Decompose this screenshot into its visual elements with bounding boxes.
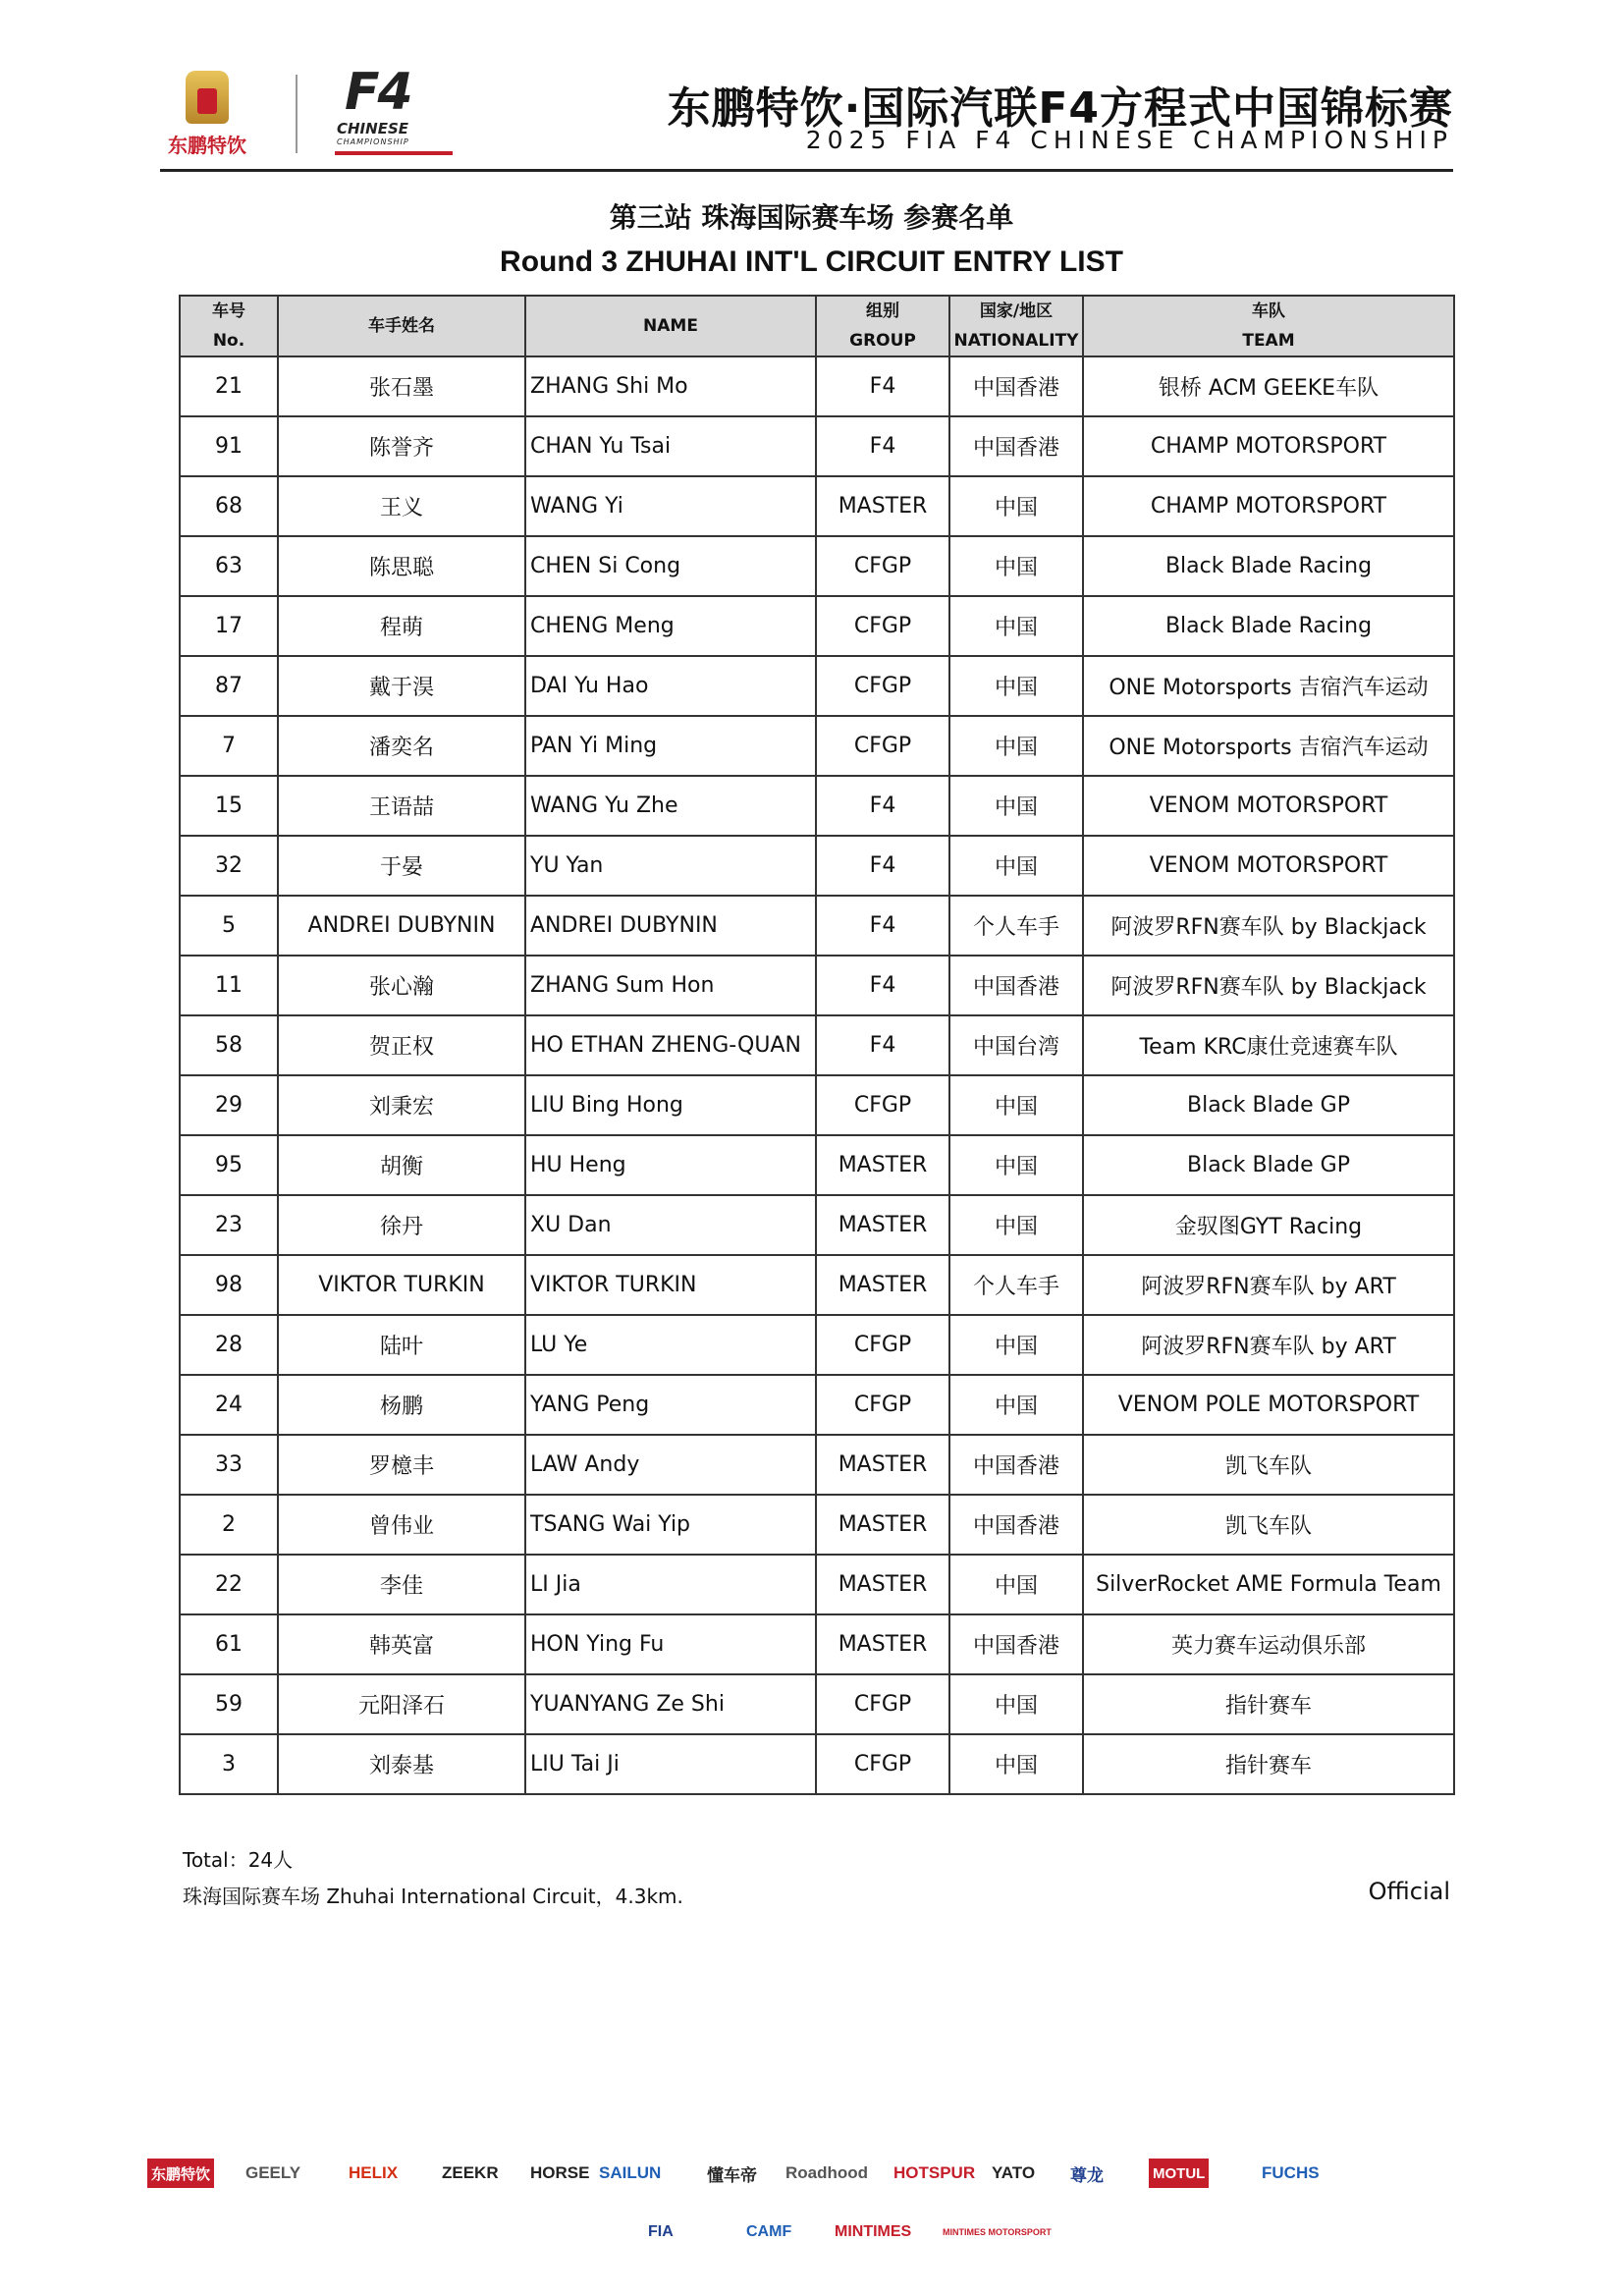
table-row (180, 1734, 1454, 1794)
table-row (180, 356, 1454, 416)
dongpeng-logo-text: 东鹏特饮 (168, 134, 246, 157)
driver-name-cell: LIU Tai Ji (525, 1734, 816, 1794)
driver-name-zh-cell: 张石墨 (278, 356, 525, 416)
sponsor-logo: YATO (992, 2163, 1036, 2182)
f4-chinese-championship-logo (327, 63, 464, 161)
nationality-cell: 中国 (949, 476, 1083, 536)
driver-name-zh-cell: 戴于淏 (278, 656, 525, 716)
car-number-cell: 91 (180, 416, 278, 476)
nationality-cell: 中国 (949, 836, 1083, 896)
table-row (180, 1674, 1454, 1734)
driver-name-zh-cell: 杨鹏 (278, 1375, 525, 1435)
group-cell: CFGP (816, 1734, 949, 1794)
nationality-cell: 中国 (949, 1555, 1083, 1614)
header-group: 组别 GROUP (816, 296, 949, 356)
entry-list-title-en: Round 3 ZHUHAI INT'L CIRCUIT ENTRY LIST (500, 246, 1123, 278)
nationality-cell: 中国 (949, 1075, 1083, 1135)
sponsor-logo: MOTUL (1149, 2159, 1209, 2188)
car-number-cell: 11 (180, 956, 278, 1015)
driver-name-zh-cell: 徐丹 (278, 1195, 525, 1255)
group-cell: MASTER (816, 1495, 949, 1555)
group-cell: F4 (816, 776, 949, 836)
driver-name-zh-cell: 陈思聪 (278, 536, 525, 596)
team-cell: VENOM MOTORSPORT (1083, 836, 1454, 896)
dongpeng-cup-icon (186, 71, 229, 124)
driver-name-cell: ANDREI DUBYNIN (525, 896, 816, 956)
car-number-cell: 3 (180, 1734, 278, 1794)
table-row (180, 1495, 1454, 1555)
header-nationality: 国家/地区 NATIONALITY (949, 296, 1083, 356)
driver-name-cell: LU Ye (525, 1315, 816, 1375)
sponsor-logo: CAMF (746, 2223, 792, 2240)
table-row (180, 416, 1454, 476)
driver-name-cell: CHENG Meng (525, 596, 816, 656)
table-row (180, 1195, 1454, 1255)
sponsor-logo: MINTIMES (835, 2223, 912, 2240)
total-count: Total：24人 (183, 1848, 294, 1872)
table-row (180, 1135, 1454, 1195)
group-cell: CFGP (816, 1375, 949, 1435)
table-row (180, 716, 1454, 776)
table-row (180, 1075, 1454, 1135)
car-number-cell: 29 (180, 1075, 278, 1135)
nationality-cell: 中国 (949, 776, 1083, 836)
header-name-zh: 车手姓名 (278, 296, 525, 356)
team-cell: Black Blade GP (1083, 1075, 1454, 1135)
group-cell: MASTER (816, 1614, 949, 1674)
car-number-cell: 23 (180, 1195, 278, 1255)
car-number-cell: 68 (180, 476, 278, 536)
table-row (180, 656, 1454, 716)
driver-name-cell: YUANYANG Ze Shi (525, 1674, 816, 1734)
team-cell: VENOM POLE MOTORSPORT (1083, 1375, 1454, 1435)
header-name: NAME (525, 296, 816, 356)
nationality-cell: 中国 (949, 1674, 1083, 1734)
sponsor-logo: Roadhood (785, 2163, 869, 2182)
team-cell: CHAMP MOTORSPORT (1083, 476, 1454, 536)
nationality-cell: 中国 (949, 536, 1083, 596)
group-cell: MASTER (816, 476, 949, 536)
driver-name-zh-cell: 王语喆 (278, 776, 525, 836)
nationality-cell: 中国香港 (949, 356, 1083, 416)
f4-logo-line1: CHINESE (337, 120, 408, 137)
dongpeng-logo (160, 71, 254, 159)
driver-name-zh-cell: 陈誉齐 (278, 416, 525, 476)
driver-name-cell: HON Ying Fu (525, 1614, 816, 1674)
car-number-cell: 58 (180, 1015, 278, 1075)
sponsor-logo: 东鹏特饮 (147, 2159, 214, 2188)
car-number-cell: 63 (180, 536, 278, 596)
team-cell: Team KRC康仕竞速赛车队 (1083, 1015, 1454, 1075)
team-cell: SilverRocket AME Formula Team (1083, 1555, 1454, 1614)
driver-name-zh-cell: 潘奕名 (278, 716, 525, 776)
nationality-cell: 中国 (949, 596, 1083, 656)
table-row (180, 1015, 1454, 1075)
nationality-cell: 中国 (949, 1375, 1083, 1435)
driver-name-zh-cell: ANDREI DUBYNIN (278, 896, 525, 956)
group-cell: CFGP (816, 596, 949, 656)
driver-name-zh-cell: 韩英富 (278, 1614, 525, 1674)
driver-name-zh-cell: 刘秉宏 (278, 1075, 525, 1135)
driver-name-cell: ZHANG Sum Hon (525, 956, 816, 1015)
table-row (180, 1555, 1454, 1614)
header-team: 车队 TEAM (1083, 296, 1454, 356)
official-label: Official (1368, 1878, 1450, 1905)
sponsor-logo: HELIX (349, 2163, 399, 2182)
group-cell: F4 (816, 356, 949, 416)
nationality-cell: 中国香港 (949, 956, 1083, 1015)
group-cell: F4 (816, 956, 949, 1015)
team-cell: 阿波罗RFN赛车队 by Blackjack (1083, 956, 1454, 1015)
car-number-cell: 87 (180, 656, 278, 716)
nationality-cell: 中国香港 (949, 1435, 1083, 1495)
team-cell: 凯飞车队 (1083, 1495, 1454, 1555)
car-number-cell: 61 (180, 1614, 278, 1674)
group-cell: CFGP (816, 1315, 949, 1375)
nationality-cell: 个人车手 (949, 1255, 1083, 1315)
table-header-row (180, 296, 1454, 356)
sponsor-logos-row2 (589, 2217, 1080, 2253)
table-row (180, 836, 1454, 896)
driver-name-zh-cell: 陆叶 (278, 1315, 525, 1375)
sponsor-logo: ZEEKR (442, 2163, 499, 2182)
group-cell: F4 (816, 896, 949, 956)
circuit-info: 珠海国际赛车场 Zhuhai International Circuit，4.3km. (183, 1885, 683, 1908)
nationality-cell: 中国 (949, 656, 1083, 716)
driver-name-zh-cell: 程萌 (278, 596, 525, 656)
car-number-cell: 32 (180, 836, 278, 896)
sponsor-logos-row1 (147, 2159, 1502, 2194)
driver-name-zh-cell: 李佳 (278, 1555, 525, 1614)
group-cell: CFGP (816, 656, 949, 716)
driver-name-cell: LAW Andy (525, 1435, 816, 1495)
table-row (180, 1255, 1454, 1315)
car-number-cell: 98 (180, 1255, 278, 1315)
driver-name-zh-cell: 张心瀚 (278, 956, 525, 1015)
group-cell: MASTER (816, 1555, 949, 1614)
team-cell: 金驭图GYT Racing (1083, 1195, 1454, 1255)
group-cell: MASTER (816, 1255, 949, 1315)
driver-name-cell: XU Dan (525, 1195, 816, 1255)
group-cell: F4 (816, 416, 949, 476)
driver-name-cell: DAI Yu Hao (525, 656, 816, 716)
championship-title-zh: 东鹏特饮·国际汽联F4方程式中国锦标赛 (667, 83, 1453, 134)
table-row (180, 776, 1454, 836)
car-number-cell: 21 (180, 356, 278, 416)
sponsor-logo: FIA (648, 2223, 674, 2240)
team-cell: Black Blade Racing (1083, 596, 1454, 656)
team-cell: Black Blade GP (1083, 1135, 1454, 1195)
f4-logo-bar (335, 151, 453, 155)
car-number-cell: 22 (180, 1555, 278, 1614)
driver-name-cell: LI Jia (525, 1555, 816, 1614)
car-number-cell: 59 (180, 1674, 278, 1734)
entry-list-table (179, 295, 1455, 1795)
driver-name-zh-cell: 胡衡 (278, 1135, 525, 1195)
group-cell: CFGP (816, 716, 949, 776)
group-cell: F4 (816, 836, 949, 896)
nationality-cell: 个人车手 (949, 896, 1083, 956)
driver-name-cell: ZHANG Shi Mo (525, 356, 816, 416)
team-cell: Black Blade Racing (1083, 536, 1454, 596)
team-cell: CHAMP MOTORSPORT (1083, 416, 1454, 476)
sponsor-logo: 尊龙 (1070, 2165, 1104, 2185)
team-cell: VENOM MOTORSPORT (1083, 776, 1454, 836)
team-cell: 阿波罗RFN赛车队 by ART (1083, 1315, 1454, 1375)
driver-name-cell: YU Yan (525, 836, 816, 896)
driver-name-cell: LIU Bing Hong (525, 1075, 816, 1135)
table-row (180, 536, 1454, 596)
driver-name-zh-cell: 于晏 (278, 836, 525, 896)
table-row (180, 1435, 1454, 1495)
team-cell: 阿波罗RFN赛车队 by ART (1083, 1255, 1454, 1315)
team-cell: 阿波罗RFN赛车队 by Blackjack (1083, 896, 1454, 956)
nationality-cell: 中国香港 (949, 1495, 1083, 1555)
sponsor-logo: MINTIMES MOTORSPORT (943, 2227, 1052, 2237)
car-number-cell: 33 (180, 1435, 278, 1495)
driver-name-cell: VIKTOR TURKIN (525, 1255, 816, 1315)
driver-name-zh-cell: 刘泰基 (278, 1734, 525, 1794)
driver-name-cell: TSANG Wai Yip (525, 1495, 816, 1555)
driver-name-cell: WANG Yu Zhe (525, 776, 816, 836)
car-number-cell: 17 (180, 596, 278, 656)
driver-name-zh-cell: 元阳泽石 (278, 1674, 525, 1734)
driver-name-cell: WANG Yi (525, 476, 816, 536)
nationality-cell: 中国台湾 (949, 1015, 1083, 1075)
nationality-cell: 中国 (949, 1734, 1083, 1794)
group-cell: CFGP (816, 536, 949, 596)
table-row (180, 1614, 1454, 1674)
group-cell: F4 (816, 1015, 949, 1075)
driver-name-zh-cell: 贺正权 (278, 1015, 525, 1075)
logo-divider (296, 75, 298, 153)
sponsor-logo: GEELY (245, 2163, 301, 2182)
f4-logo-mark: F4 (345, 63, 411, 122)
group-cell: CFGP (816, 1075, 949, 1135)
car-number-cell: 7 (180, 716, 278, 776)
team-cell: 银桥 ACM GEEKE车队 (1083, 356, 1454, 416)
driver-name-cell: CHEN Si Cong (525, 536, 816, 596)
entry-list-title-zh: 第三站 珠海国际赛车场 参赛名单 (609, 201, 1014, 234)
team-cell: 英力赛车运动俱乐部 (1083, 1614, 1454, 1674)
car-number-cell: 15 (180, 776, 278, 836)
championship-title-en: 2025 FIA F4 CHINESE CHAMPIONSHIP (805, 126, 1453, 154)
team-cell: 凯飞车队 (1083, 1435, 1454, 1495)
team-cell: ONE Motorsports 吉宿汽车运动 (1083, 656, 1454, 716)
car-number-cell: 95 (180, 1135, 278, 1195)
driver-name-cell: HO ETHAN ZHENG-QUAN (525, 1015, 816, 1075)
car-number-cell: 5 (180, 896, 278, 956)
group-cell: CFGP (816, 1674, 949, 1734)
driver-name-cell: PAN Yi Ming (525, 716, 816, 776)
sponsor-logo: HOTSPUR (893, 2163, 976, 2182)
team-cell: ONE Motorsports 吉宿汽车运动 (1083, 716, 1454, 776)
document-header (160, 63, 1453, 172)
table-row (180, 956, 1454, 1015)
car-number-cell: 28 (180, 1315, 278, 1375)
header-no: 车号 No. (180, 296, 278, 356)
group-cell: MASTER (816, 1195, 949, 1255)
nationality-cell: 中国 (949, 1315, 1083, 1375)
sponsor-logo: 懂车帝 (707, 2165, 757, 2185)
driver-name-cell: CHAN Yu Tsai (525, 416, 816, 476)
car-number-cell: 24 (180, 1375, 278, 1435)
driver-name-zh-cell: 曾伟业 (278, 1495, 525, 1555)
sponsor-logo: FUCHS (1262, 2163, 1320, 2182)
sponsor-logo: HORSE (530, 2163, 590, 2182)
nationality-cell: 中国 (949, 716, 1083, 776)
table-row (180, 1315, 1454, 1375)
car-number-cell: 2 (180, 1495, 278, 1555)
table-row (180, 476, 1454, 536)
sponsor-logo: SAILUN (599, 2163, 662, 2182)
nationality-cell: 中国 (949, 1135, 1083, 1195)
driver-name-cell: YANG Peng (525, 1375, 816, 1435)
nationality-cell: 中国 (949, 1195, 1083, 1255)
nationality-cell: 中国香港 (949, 416, 1083, 476)
driver-name-zh-cell: 罗檍丰 (278, 1435, 525, 1495)
team-cell: 指针赛车 (1083, 1734, 1454, 1794)
team-cell: 指针赛车 (1083, 1674, 1454, 1734)
group-cell: MASTER (816, 1135, 949, 1195)
driver-name-cell: HU Heng (525, 1135, 816, 1195)
table-row (180, 1375, 1454, 1435)
driver-name-zh-cell: 王义 (278, 476, 525, 536)
group-cell: MASTER (816, 1435, 949, 1495)
table-row (180, 596, 1454, 656)
table-row (180, 896, 1454, 956)
f4-logo-line2: CHAMPIONSHIP (337, 137, 409, 146)
nationality-cell: 中国香港 (949, 1614, 1083, 1674)
driver-name-zh-cell: VIKTOR TURKIN (278, 1255, 525, 1315)
